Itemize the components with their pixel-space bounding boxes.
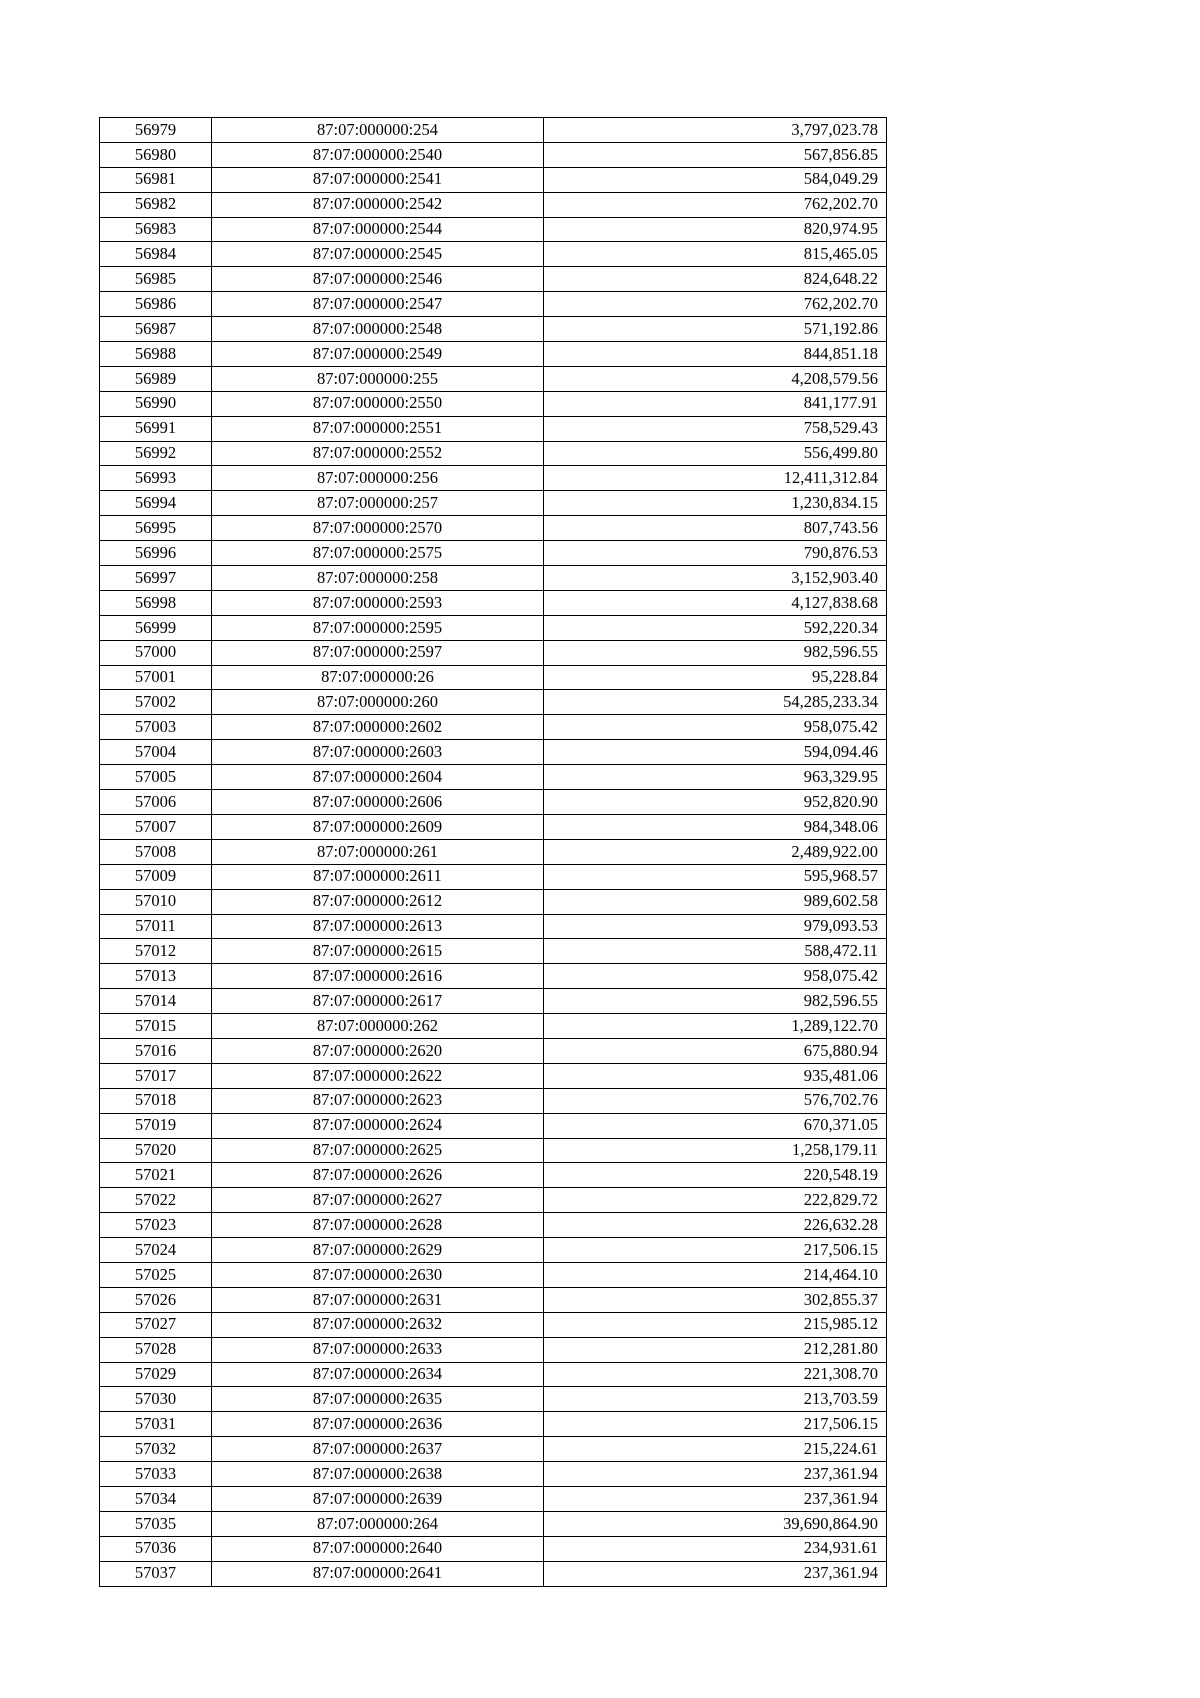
row-number-cell: 57024 — [100, 1238, 212, 1263]
cadastral-number-cell: 87:07:000000:2622 — [212, 1063, 544, 1088]
value-cell: 556,499.80 — [544, 441, 887, 466]
row-number-cell: 56982 — [100, 192, 212, 217]
value-cell: 952,820.90 — [544, 790, 887, 815]
table-row — [100, 914, 887, 939]
cadastral-number-cell: 87:07:000000:2640 — [212, 1536, 544, 1561]
value-cell: 215,985.12 — [544, 1312, 887, 1337]
value-cell: 3,152,903.40 — [544, 566, 887, 591]
cadastral-number-cell: 87:07:000000:2551 — [212, 416, 544, 441]
table-row — [100, 1412, 887, 1437]
value-cell: 807,743.56 — [544, 516, 887, 541]
row-number-cell: 57014 — [100, 989, 212, 1014]
value-cell: 844,851.18 — [544, 342, 887, 367]
cadastral-number-cell: 87:07:000000:2624 — [212, 1113, 544, 1138]
row-number-cell: 57034 — [100, 1486, 212, 1511]
cadastral-number-cell: 87:07:000000:2593 — [212, 590, 544, 615]
row-number-cell: 57027 — [100, 1312, 212, 1337]
value-cell: 841,177.91 — [544, 391, 887, 416]
value-cell: 675,880.94 — [544, 1038, 887, 1063]
row-number-cell: 56996 — [100, 541, 212, 566]
cadastral-number-cell: 87:07:000000:26 — [212, 665, 544, 690]
value-cell: 982,596.55 — [544, 989, 887, 1014]
table-row — [100, 864, 887, 889]
cadastral-number-cell: 87:07:000000:2615 — [212, 939, 544, 964]
value-cell: 3,797,023.78 — [544, 118, 887, 143]
cadastral-number-cell: 87:07:000000:254 — [212, 118, 544, 143]
row-number-cell: 56980 — [100, 142, 212, 167]
value-cell: 214,464.10 — [544, 1262, 887, 1287]
table-row — [100, 1213, 887, 1238]
table-row — [100, 466, 887, 491]
value-cell: 979,093.53 — [544, 914, 887, 939]
value-cell: 54,285,233.34 — [544, 690, 887, 715]
table-row — [100, 690, 887, 715]
cadastral-number-cell: 87:07:000000:2544 — [212, 217, 544, 242]
cadastral-number-cell: 87:07:000000:2545 — [212, 242, 544, 267]
cadastral-number-cell: 87:07:000000:2625 — [212, 1138, 544, 1163]
cadastral-number-cell: 87:07:000000:2540 — [212, 142, 544, 167]
cadastral-number-cell: 87:07:000000:258 — [212, 566, 544, 591]
value-cell: 958,075.42 — [544, 964, 887, 989]
row-number-cell: 57021 — [100, 1163, 212, 1188]
value-cell: 595,968.57 — [544, 864, 887, 889]
value-cell: 815,465.05 — [544, 242, 887, 267]
table-row — [100, 1113, 887, 1138]
cadastral-number-cell: 87:07:000000:2606 — [212, 790, 544, 815]
value-cell: 217,506.15 — [544, 1238, 887, 1263]
value-cell: 584,049.29 — [544, 167, 887, 192]
table-row — [100, 989, 887, 1014]
row-number-cell: 56993 — [100, 466, 212, 491]
value-cell: 213,703.59 — [544, 1387, 887, 1412]
table-row — [100, 839, 887, 864]
value-cell: 226,632.28 — [544, 1213, 887, 1238]
cadastral-number-cell: 87:07:000000:2542 — [212, 192, 544, 217]
value-cell: 302,855.37 — [544, 1287, 887, 1312]
table-row — [100, 1387, 887, 1412]
table-row — [100, 1486, 887, 1511]
table-row — [100, 1337, 887, 1362]
cadastral-number-cell: 87:07:000000:260 — [212, 690, 544, 715]
value-cell: 220,548.19 — [544, 1163, 887, 1188]
table-row — [100, 1262, 887, 1287]
table-row — [100, 217, 887, 242]
cadastral-number-cell: 87:07:000000:2549 — [212, 342, 544, 367]
table-row — [100, 342, 887, 367]
cadastral-number-cell: 87:07:000000:264 — [212, 1511, 544, 1536]
value-cell: 592,220.34 — [544, 615, 887, 640]
table-row — [100, 1038, 887, 1063]
value-cell: 588,472.11 — [544, 939, 887, 964]
cadastral-number-cell: 87:07:000000:2548 — [212, 317, 544, 342]
value-cell: 982,596.55 — [544, 640, 887, 665]
cadastral-number-cell: 87:07:000000:2637 — [212, 1437, 544, 1462]
row-number-cell: 57022 — [100, 1188, 212, 1213]
value-cell: 762,202.70 — [544, 192, 887, 217]
table-row — [100, 939, 887, 964]
cadastral-number-cell: 87:07:000000:2629 — [212, 1238, 544, 1263]
table-row — [100, 1536, 887, 1561]
row-number-cell: 57004 — [100, 740, 212, 765]
cadastral-number-cell: 87:07:000000:2633 — [212, 1337, 544, 1362]
row-number-cell: 56999 — [100, 615, 212, 640]
row-number-cell: 57018 — [100, 1088, 212, 1113]
value-cell: 820,974.95 — [544, 217, 887, 242]
row-number-cell: 56984 — [100, 242, 212, 267]
cadastral-number-cell: 87:07:000000:2595 — [212, 615, 544, 640]
value-cell: 39,690,864.90 — [544, 1511, 887, 1536]
value-cell: 222,829.72 — [544, 1188, 887, 1213]
row-number-cell: 56995 — [100, 516, 212, 541]
row-number-cell: 57026 — [100, 1287, 212, 1312]
row-number-cell: 56987 — [100, 317, 212, 342]
cadastral-number-cell: 87:07:000000:2631 — [212, 1287, 544, 1312]
table-row — [100, 566, 887, 591]
row-number-cell: 57023 — [100, 1213, 212, 1238]
value-cell: 790,876.53 — [544, 541, 887, 566]
cadastral-number-cell: 87:07:000000:2570 — [212, 516, 544, 541]
cadastral-number-cell: 87:07:000000:2630 — [212, 1262, 544, 1287]
table-row — [100, 740, 887, 765]
row-number-cell: 57030 — [100, 1387, 212, 1412]
cadastral-number-cell: 87:07:000000:2597 — [212, 640, 544, 665]
value-cell: 4,127,838.68 — [544, 590, 887, 615]
row-number-cell: 57011 — [100, 914, 212, 939]
row-number-cell: 57029 — [100, 1362, 212, 1387]
row-number-cell: 57035 — [100, 1511, 212, 1536]
cadastral-number-cell: 87:07:000000:261 — [212, 839, 544, 864]
table-row — [100, 590, 887, 615]
cadastral-number-cell: 87:07:000000:2613 — [212, 914, 544, 939]
value-cell: 963,329.95 — [544, 765, 887, 790]
table-row — [100, 167, 887, 192]
table-row — [100, 964, 887, 989]
table-row — [100, 1014, 887, 1039]
value-cell: 670,371.05 — [544, 1113, 887, 1138]
cadastral-number-cell: 87:07:000000:2623 — [212, 1088, 544, 1113]
value-cell: 215,224.61 — [544, 1437, 887, 1462]
row-number-cell: 57016 — [100, 1038, 212, 1063]
cadastral-number-cell: 87:07:000000:2634 — [212, 1362, 544, 1387]
table-row — [100, 889, 887, 914]
value-cell: 1,289,122.70 — [544, 1014, 887, 1039]
table-row — [100, 1188, 887, 1213]
row-number-cell: 57001 — [100, 665, 212, 690]
value-cell: 95,228.84 — [544, 665, 887, 690]
row-number-cell: 56998 — [100, 590, 212, 615]
value-cell: 237,361.94 — [544, 1486, 887, 1511]
cadastral-number-cell: 87:07:000000:2541 — [212, 167, 544, 192]
row-number-cell: 57000 — [100, 640, 212, 665]
cadastral-number-cell: 87:07:000000:2617 — [212, 989, 544, 1014]
cadastral-number-cell: 87:07:000000:2575 — [212, 541, 544, 566]
value-cell: 12,411,312.84 — [544, 466, 887, 491]
cadastral-number-cell: 87:07:000000:2602 — [212, 715, 544, 740]
value-cell: 212,281.80 — [544, 1337, 887, 1362]
value-cell: 217,506.15 — [544, 1412, 887, 1437]
row-number-cell: 57002 — [100, 690, 212, 715]
value-cell: 762,202.70 — [544, 292, 887, 317]
value-cell: 958,075.42 — [544, 715, 887, 740]
row-number-cell: 57006 — [100, 790, 212, 815]
table-row — [100, 142, 887, 167]
table-row — [100, 1063, 887, 1088]
row-number-cell: 56994 — [100, 491, 212, 516]
data-table — [99, 117, 887, 1587]
table-row — [100, 118, 887, 143]
row-number-cell: 57005 — [100, 765, 212, 790]
row-number-cell: 57028 — [100, 1337, 212, 1362]
table-row — [100, 765, 887, 790]
cadastral-number-cell: 87:07:000000:2612 — [212, 889, 544, 914]
row-number-cell: 57007 — [100, 814, 212, 839]
table-row — [100, 1511, 887, 1536]
row-number-cell: 57033 — [100, 1462, 212, 1487]
value-cell: 567,856.85 — [544, 142, 887, 167]
row-number-cell: 57020 — [100, 1138, 212, 1163]
table-row — [100, 1163, 887, 1188]
value-cell: 984,348.06 — [544, 814, 887, 839]
cadastral-number-cell: 87:07:000000:2547 — [212, 292, 544, 317]
cadastral-number-cell: 87:07:000000:257 — [212, 491, 544, 516]
table-row — [100, 516, 887, 541]
table-row — [100, 1561, 887, 1586]
value-cell: 571,192.86 — [544, 317, 887, 342]
cadastral-number-cell: 87:07:000000:262 — [212, 1014, 544, 1039]
cadastral-number-cell: 87:07:000000:2609 — [212, 814, 544, 839]
row-number-cell: 56997 — [100, 566, 212, 591]
row-number-cell: 57012 — [100, 939, 212, 964]
row-number-cell: 56988 — [100, 342, 212, 367]
cadastral-number-cell: 87:07:000000:2603 — [212, 740, 544, 765]
table-row — [100, 640, 887, 665]
cadastral-number-cell: 87:07:000000:2546 — [212, 267, 544, 292]
row-number-cell: 56981 — [100, 167, 212, 192]
row-number-cell: 57032 — [100, 1437, 212, 1462]
value-cell: 237,361.94 — [544, 1561, 887, 1586]
table-body — [100, 118, 887, 1587]
row-number-cell: 57010 — [100, 889, 212, 914]
cadastral-number-cell: 87:07:000000:256 — [212, 466, 544, 491]
table-row — [100, 267, 887, 292]
row-number-cell: 57013 — [100, 964, 212, 989]
table-row — [100, 317, 887, 342]
table-row — [100, 192, 887, 217]
table-row — [100, 491, 887, 516]
table-row — [100, 242, 887, 267]
value-cell: 4,208,579.56 — [544, 366, 887, 391]
cadastral-number-cell: 87:07:000000:2611 — [212, 864, 544, 889]
value-cell: 2,489,922.00 — [544, 839, 887, 864]
table-row — [100, 416, 887, 441]
table-row — [100, 715, 887, 740]
table-row — [100, 441, 887, 466]
value-cell: 594,094.46 — [544, 740, 887, 765]
row-number-cell: 57019 — [100, 1113, 212, 1138]
table-row — [100, 541, 887, 566]
row-number-cell: 56983 — [100, 217, 212, 242]
table-row — [100, 1462, 887, 1487]
value-cell: 1,258,179.11 — [544, 1138, 887, 1163]
value-cell: 576,702.76 — [544, 1088, 887, 1113]
table-row — [100, 665, 887, 690]
cadastral-number-cell: 87:07:000000:2616 — [212, 964, 544, 989]
value-cell: 237,361.94 — [544, 1462, 887, 1487]
table-row — [100, 292, 887, 317]
table-row — [100, 615, 887, 640]
row-number-cell: 56991 — [100, 416, 212, 441]
cadastral-number-cell: 87:07:000000:255 — [212, 366, 544, 391]
cadastral-number-cell: 87:07:000000:2626 — [212, 1163, 544, 1188]
cadastral-number-cell: 87:07:000000:2636 — [212, 1412, 544, 1437]
value-cell: 824,648.22 — [544, 267, 887, 292]
row-number-cell: 57036 — [100, 1536, 212, 1561]
cadastral-number-cell: 87:07:000000:2638 — [212, 1462, 544, 1487]
table-row — [100, 1238, 887, 1263]
table-row — [100, 790, 887, 815]
table-row — [100, 814, 887, 839]
cadastral-number-cell: 87:07:000000:2552 — [212, 441, 544, 466]
row-number-cell: 57009 — [100, 864, 212, 889]
table-row — [100, 1138, 887, 1163]
cadastral-number-cell: 87:07:000000:2639 — [212, 1486, 544, 1511]
cadastral-number-cell: 87:07:000000:2641 — [212, 1561, 544, 1586]
cadastral-number-cell: 87:07:000000:2550 — [212, 391, 544, 416]
cadastral-number-cell: 87:07:000000:2627 — [212, 1188, 544, 1213]
row-number-cell: 56986 — [100, 292, 212, 317]
value-cell: 234,931.61 — [544, 1536, 887, 1561]
row-number-cell: 57025 — [100, 1262, 212, 1287]
row-number-cell: 56979 — [100, 118, 212, 143]
row-number-cell: 57017 — [100, 1063, 212, 1088]
table-row — [100, 391, 887, 416]
row-number-cell: 57037 — [100, 1561, 212, 1586]
value-cell: 221,308.70 — [544, 1362, 887, 1387]
table-row — [100, 1362, 887, 1387]
value-cell: 989,602.58 — [544, 889, 887, 914]
row-number-cell: 57003 — [100, 715, 212, 740]
row-number-cell: 56992 — [100, 441, 212, 466]
value-cell: 935,481.06 — [544, 1063, 887, 1088]
table-row — [100, 1088, 887, 1113]
cadastral-number-cell: 87:07:000000:2628 — [212, 1213, 544, 1238]
row-number-cell: 57008 — [100, 839, 212, 864]
table-row — [100, 1437, 887, 1462]
value-cell: 1,230,834.15 — [544, 491, 887, 516]
cadastral-number-cell: 87:07:000000:2632 — [212, 1312, 544, 1337]
row-number-cell: 57015 — [100, 1014, 212, 1039]
cadastral-number-cell: 87:07:000000:2620 — [212, 1038, 544, 1063]
value-cell: 758,529.43 — [544, 416, 887, 441]
cadastral-number-cell: 87:07:000000:2604 — [212, 765, 544, 790]
table-row — [100, 1312, 887, 1337]
row-number-cell: 57031 — [100, 1412, 212, 1437]
table-row — [100, 1287, 887, 1312]
row-number-cell: 56985 — [100, 267, 212, 292]
table-row — [100, 366, 887, 391]
row-number-cell: 56989 — [100, 366, 212, 391]
row-number-cell: 56990 — [100, 391, 212, 416]
cadastral-number-cell: 87:07:000000:2635 — [212, 1387, 544, 1412]
